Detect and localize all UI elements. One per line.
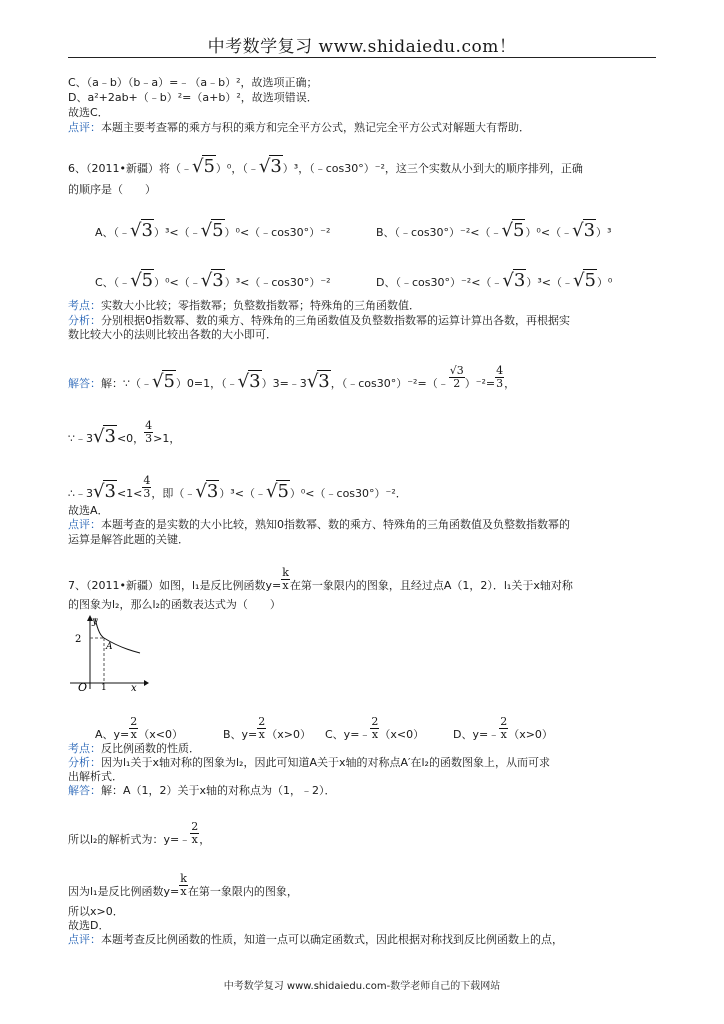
fraction-2-over-x bbox=[129, 716, 138, 741]
q7-option-a bbox=[95, 716, 183, 742]
sqrt3-radicand: 3 bbox=[212, 270, 224, 291]
sqrt3-radicand: 3 bbox=[206, 481, 219, 502]
analysis-text: 分别根据0指数幂、数的乘方、特殊角的三角函数值及负整数指数幂的运算计算出各数，再根据实 bbox=[101, 314, 570, 327]
opt-text: ）⁰<（﹣cos30°）⁻² bbox=[224, 226, 331, 239]
denominator: x bbox=[130, 728, 137, 741]
denominator: 3 bbox=[143, 487, 151, 500]
review-label: 点评： bbox=[68, 518, 101, 531]
sol-text: ， bbox=[504, 377, 516, 390]
fraction-2-over-x bbox=[257, 716, 266, 741]
q7-knowledge bbox=[68, 742, 200, 756]
q6-text-a: 6、（2011•新疆）将（﹣ bbox=[68, 162, 192, 175]
q7-option-d bbox=[453, 716, 553, 742]
knowledge-label: 考点： bbox=[68, 742, 101, 755]
opt-text: ）³<（﹣cos30°）⁻² bbox=[224, 276, 331, 289]
answer-d: 故选D． bbox=[68, 919, 110, 932]
point-a-label: A bbox=[106, 642, 113, 652]
q6-solution-line2 bbox=[68, 420, 180, 446]
denominator: x bbox=[180, 885, 187, 898]
answer-a: 故选A． bbox=[68, 504, 109, 517]
sol-text: ）⁻²= bbox=[464, 377, 496, 390]
q6-solution-line1 bbox=[68, 365, 515, 391]
review-text: 本题考查的是实数的大小比较，熟知0指数幂、数的乘方、特殊角的三角函数值及负整数指数幂的 bbox=[101, 518, 570, 531]
q6-option-c bbox=[95, 272, 331, 290]
fraction-k-over-x bbox=[281, 567, 290, 592]
numerator: 2 bbox=[130, 715, 138, 728]
opt-text: D、（﹣cos30°）⁻²<（﹣ bbox=[376, 276, 503, 289]
q6-review-line2: 运算是解答此题的关键． bbox=[68, 533, 189, 546]
fraction-2-over-x bbox=[499, 716, 508, 741]
sol-text: ， bbox=[199, 833, 211, 846]
denominator: x bbox=[191, 833, 198, 846]
sqrt3-radical: √3 bbox=[502, 270, 526, 291]
analysis-label: 分析： bbox=[68, 314, 101, 327]
sqrt3-radicand: 3 bbox=[104, 426, 116, 447]
q7-text: 在第一象限内的图象，且经过点A（1，2）．l₁关于x轴对称 bbox=[289, 579, 573, 592]
sol-text: 因为l₁是反比例函数y= bbox=[68, 885, 180, 898]
solution-text: 解：A（1，2）关于x轴的对称点为（1，﹣2）． bbox=[101, 784, 336, 797]
fraction-2-over-x bbox=[190, 821, 199, 846]
opt-text: ）⁰ bbox=[596, 276, 613, 289]
q6-knowledge bbox=[68, 299, 420, 313]
sol-text: >1， bbox=[153, 432, 181, 445]
sqrt3-radical: √3 bbox=[306, 371, 330, 392]
q6-text-c: ）³，（﹣cos30°）⁻²，这三个实数从小到大的顺序排列，正确 bbox=[282, 162, 583, 175]
opt-text: （x<0） bbox=[379, 728, 425, 741]
solution-label: 解答： bbox=[68, 784, 101, 797]
q6-stem bbox=[68, 158, 583, 176]
q7-graph bbox=[66, 612, 150, 692]
header-rule bbox=[68, 57, 656, 58]
origin-label: O bbox=[78, 681, 88, 692]
review-label: 点评： bbox=[68, 121, 101, 134]
option-d-prev: D、a²+2ab+（﹣b）²=（a+b）²，故选项错误． bbox=[68, 91, 318, 104]
knowledge-text: 反比例函数的性质． bbox=[101, 742, 200, 755]
fraction-4-over-3 bbox=[495, 365, 504, 390]
opt-text: ）³<（﹣ bbox=[526, 276, 573, 289]
sqrt3-radical: √3 bbox=[237, 371, 261, 392]
q6-text-b: ）⁰，（﹣ bbox=[215, 162, 259, 175]
q6-stem-line2: 的顺序是（ ） bbox=[68, 183, 156, 196]
sqrt3-radicand: 3 bbox=[583, 220, 596, 241]
denominator: 3 bbox=[496, 377, 504, 390]
q7-option-c bbox=[325, 716, 424, 742]
opt-text: （x>0） bbox=[266, 728, 312, 741]
sol-text: ∵﹣3 bbox=[68, 432, 93, 445]
tick-2: 2 bbox=[75, 634, 82, 645]
sqrt5-radical: √5 bbox=[501, 220, 525, 241]
sqrt3-radicand: 3 bbox=[270, 156, 282, 177]
opt-text: D、y=﹣ bbox=[453, 728, 500, 741]
opt-text: A、y= bbox=[95, 728, 130, 741]
sqrt5-radical: √5 bbox=[191, 156, 215, 177]
sqrt5-radical: √5 bbox=[200, 220, 224, 241]
q6-review bbox=[68, 518, 570, 532]
q6-option-a bbox=[95, 222, 330, 240]
opt-text: C、（﹣ bbox=[95, 276, 131, 289]
sqrt3-radical: √3 bbox=[93, 481, 116, 502]
sqrt5-radicand: 5 bbox=[212, 220, 224, 241]
sqrt5-radicand: 5 bbox=[163, 371, 175, 392]
q7-solution bbox=[68, 784, 336, 798]
option-c-prev: C、（a﹣b）（b﹣a）=﹣（a﹣b）²，故选项正确； bbox=[68, 76, 318, 89]
sol-text: 解：∵（﹣ bbox=[101, 377, 152, 390]
sqrt3-radicand: 3 bbox=[249, 371, 261, 392]
denominator: 3 bbox=[145, 432, 153, 445]
q7-solution-line3 bbox=[68, 873, 298, 899]
sol-text: ）³<（﹣ bbox=[219, 487, 266, 500]
sqrt3-radical: √3 bbox=[130, 220, 153, 241]
denominator: x bbox=[500, 728, 507, 741]
sol-text: ）⁰<（﹣cos30°）⁻²． bbox=[289, 487, 407, 500]
sqrt3-radicand: 3 bbox=[513, 270, 526, 291]
knowledge-label: 考点： bbox=[68, 299, 101, 312]
numerator: 4 bbox=[145, 419, 153, 432]
knowledge-text: 实数大小比较；零指数幂；负整数指数幂；特殊角的三角函数值． bbox=[101, 299, 420, 312]
sqrt5-radicand: 5 bbox=[512, 220, 525, 241]
q7-analysis-line2: 出解析式． bbox=[68, 770, 123, 783]
sqrt5-radical: √5 bbox=[573, 270, 596, 291]
answer-c: 故选C． bbox=[68, 106, 109, 119]
denominator: x bbox=[371, 728, 379, 741]
denominator: 2 bbox=[453, 377, 461, 390]
denominator: x bbox=[258, 728, 265, 741]
opt-text: B、（﹣cos30°）⁻²<（﹣ bbox=[376, 226, 502, 239]
q7-review bbox=[68, 933, 563, 947]
numerator: 4 bbox=[496, 364, 504, 377]
review-5 bbox=[68, 121, 530, 135]
page-footer: 中考数学复习 www.shidaiedu.com-数学老师自己的下载网站 bbox=[223, 981, 501, 992]
fraction-k-over-x bbox=[179, 873, 188, 898]
sqrt5-radicand: 5 bbox=[203, 156, 215, 177]
sqrt3-radicand: 3 bbox=[141, 220, 153, 241]
opt-text: ）³<（﹣ bbox=[153, 226, 201, 239]
sqrt3-radicand: 3 bbox=[104, 481, 116, 502]
sqrt3-radicand: 3 bbox=[318, 371, 330, 392]
numerator: 2 bbox=[258, 715, 266, 728]
numerator: 2 bbox=[191, 820, 199, 833]
sol-text: ，即（﹣ bbox=[151, 487, 196, 500]
tick-1: 1 bbox=[101, 683, 107, 692]
x-axis-arrow bbox=[144, 680, 149, 686]
review-label: 点评： bbox=[68, 933, 101, 946]
opt-text: A、（﹣ bbox=[95, 226, 131, 239]
numerator: k bbox=[180, 872, 187, 885]
denominator: x bbox=[282, 579, 289, 592]
fraction-4-over-3 bbox=[144, 420, 153, 445]
curve-l1 bbox=[95, 618, 140, 653]
sol-text: <0， bbox=[116, 432, 145, 445]
x-label: x bbox=[131, 683, 137, 692]
sqrt3-radical: √3 bbox=[258, 156, 282, 177]
sol-text: ）3=﹣3 bbox=[261, 377, 307, 390]
opt-text: B、y= bbox=[223, 728, 258, 741]
solution-label: 解答： bbox=[68, 377, 101, 390]
y-label: y bbox=[92, 616, 98, 627]
opt-text: （x<0） bbox=[138, 728, 183, 741]
sqrt5-radicand: 5 bbox=[141, 270, 154, 291]
q6-analysis-line2: 数比较大小的法则比较出各数的大小即可． bbox=[68, 328, 277, 341]
sqrt3-radical: √3 bbox=[195, 481, 219, 502]
sqrt3-radical: √3 bbox=[93, 426, 116, 447]
fraction-sqrt3-over-2 bbox=[449, 365, 465, 390]
q6-option-b bbox=[376, 222, 611, 240]
opt-text: （x>0） bbox=[508, 728, 553, 741]
q7-text: 7、（2011•新疆）如图，l₁是反比例函数y= bbox=[68, 579, 282, 592]
q7-stem bbox=[68, 567, 573, 593]
q7-option-b bbox=[223, 716, 311, 742]
q6-analysis bbox=[68, 314, 570, 328]
sqrt3-radical: √3 bbox=[572, 220, 596, 241]
q7-solution-line2 bbox=[68, 821, 210, 847]
q6-solution-line3 bbox=[68, 475, 407, 501]
opt-text: ）⁰<（﹣ bbox=[154, 276, 201, 289]
numerator: 2 bbox=[500, 715, 508, 728]
sol-text: 所以l₂的解析式为：y=﹣ bbox=[68, 833, 191, 846]
analysis-label: 分析： bbox=[68, 756, 101, 769]
numerator: √3 bbox=[449, 364, 464, 377]
opt-text: ）⁰<（﹣ bbox=[525, 226, 573, 239]
sqrt5-radicand: 5 bbox=[277, 481, 289, 502]
q6-option-d bbox=[376, 272, 612, 290]
sol-text: <1< bbox=[116, 487, 143, 500]
page-header: 中考数学复习 www.shidaiedu.com！ bbox=[207, 37, 517, 57]
q7-stem-line2: 的图象为l₂，那么l₂的函数表达式为（ ） bbox=[68, 598, 281, 611]
sol-text: ，（﹣cos30°）⁻²=（﹣ bbox=[330, 377, 449, 390]
numerator: 4 bbox=[143, 474, 151, 487]
sqrt3-radical: √3 bbox=[200, 270, 224, 291]
opt-text: ）³ bbox=[596, 226, 612, 239]
sqrt5-radical: √5 bbox=[130, 270, 154, 291]
sqrt5-radical: √5 bbox=[152, 371, 175, 392]
numerator: 2 bbox=[371, 715, 379, 728]
numerator: k bbox=[282, 566, 289, 579]
review-text: 本题主要考查幂的乘方与积的乘方和完全平方公式，熟记完全平方公式对解题大有帮助． bbox=[101, 121, 530, 134]
sol-text: ∴﹣3 bbox=[68, 487, 93, 500]
sol-text: ）0=1，（﹣ bbox=[175, 377, 238, 390]
review-text: 本题考查反比例函数的性质，知道一点可以确定函数式，因此根据对称找到反比例函数上的点， bbox=[101, 933, 563, 946]
opt-text: C、y=﹣ bbox=[325, 728, 371, 741]
sqrt5-radical: √5 bbox=[265, 481, 289, 502]
q7-analysis bbox=[68, 756, 550, 770]
sqrt5-radicand: 5 bbox=[584, 270, 596, 291]
q7-solution-line4: 所以x>0． bbox=[68, 905, 124, 918]
analysis-text: 因为l₁关于x轴对称的图象为l₂，因此可知道A关于x轴的对称点A′在l₂的函数图象上，从而可求 bbox=[101, 756, 550, 769]
sol-text: 在第一象限内的图象， bbox=[187, 885, 298, 898]
